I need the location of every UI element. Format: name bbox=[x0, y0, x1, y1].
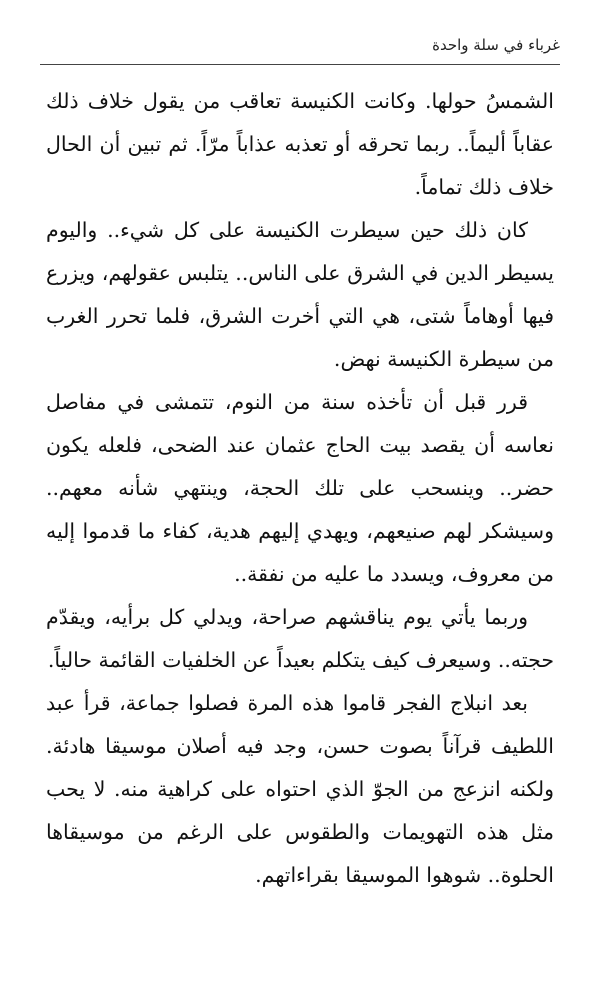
running-header: غرباء في سلة واحدة bbox=[432, 36, 560, 54]
paragraph-4: وربما يأتي يوم يناقشهم صراحة، ويدلي كل برأيه، ويقدّم حجته.. وسيعرف كيف يتكلم بعيداً عن الخلفيات القائمة حالياً. bbox=[46, 605, 554, 672]
paragraph-5: بعد انبلاج الفجر قاموا هذه المرة فصلوا جماعة، قرأ عبد اللطيف قرآناً بصوت حسن، وجد فيه أصلان موسيقا هادئة. ولكنه انزعج من الجوّ الذي احتواه على كراهية منه. لا يحب مثل هذه التهويمات والطقوس على الرغم من موسيقاها الحلوة.. شوهوا الموسيقا بقراءاتهم. bbox=[46, 691, 554, 887]
paragraph-3: قرر قبل أن تأخذه سنة من النوم، تتمشى في مفاصل نعاسه أن يقصد بيت الحاج عثمان عند الضحى، فلعله يكون حضر.. وينسحب على تلك الحجة، وينتهي شأنه معهم.. وسيشكر لهم صنيعهم، ويهدي إليهم هدية، كفاء ما قدموا إليه من معروف، ويسدد ما عليه من نفقة.. bbox=[46, 390, 554, 586]
paragraph-2: كان ذلك حين سيطرت الكنيسة على كل شيء.. واليوم يسيطر الدين في الشرق على الناس.. يتلبس عقولهم، ويزرع فيها أوهاماً شتى، هي التي أخرت الشرق، فلما تحرر الغرب من سيطرة الكنيسة نهض. bbox=[46, 218, 554, 371]
paragraph-1: الشمسُ حولها. وكانت الكنيسة تعاقب من يقول خلاف ذلك عقاباً أليماً.. ربما تحرقه أو تعذبه عذاباً مرّاً. ثم تبين أن الحال خلاف ذلك تماماً. bbox=[46, 89, 554, 199]
body-text bbox=[46, 80, 554, 897]
header-rule bbox=[40, 64, 560, 65]
